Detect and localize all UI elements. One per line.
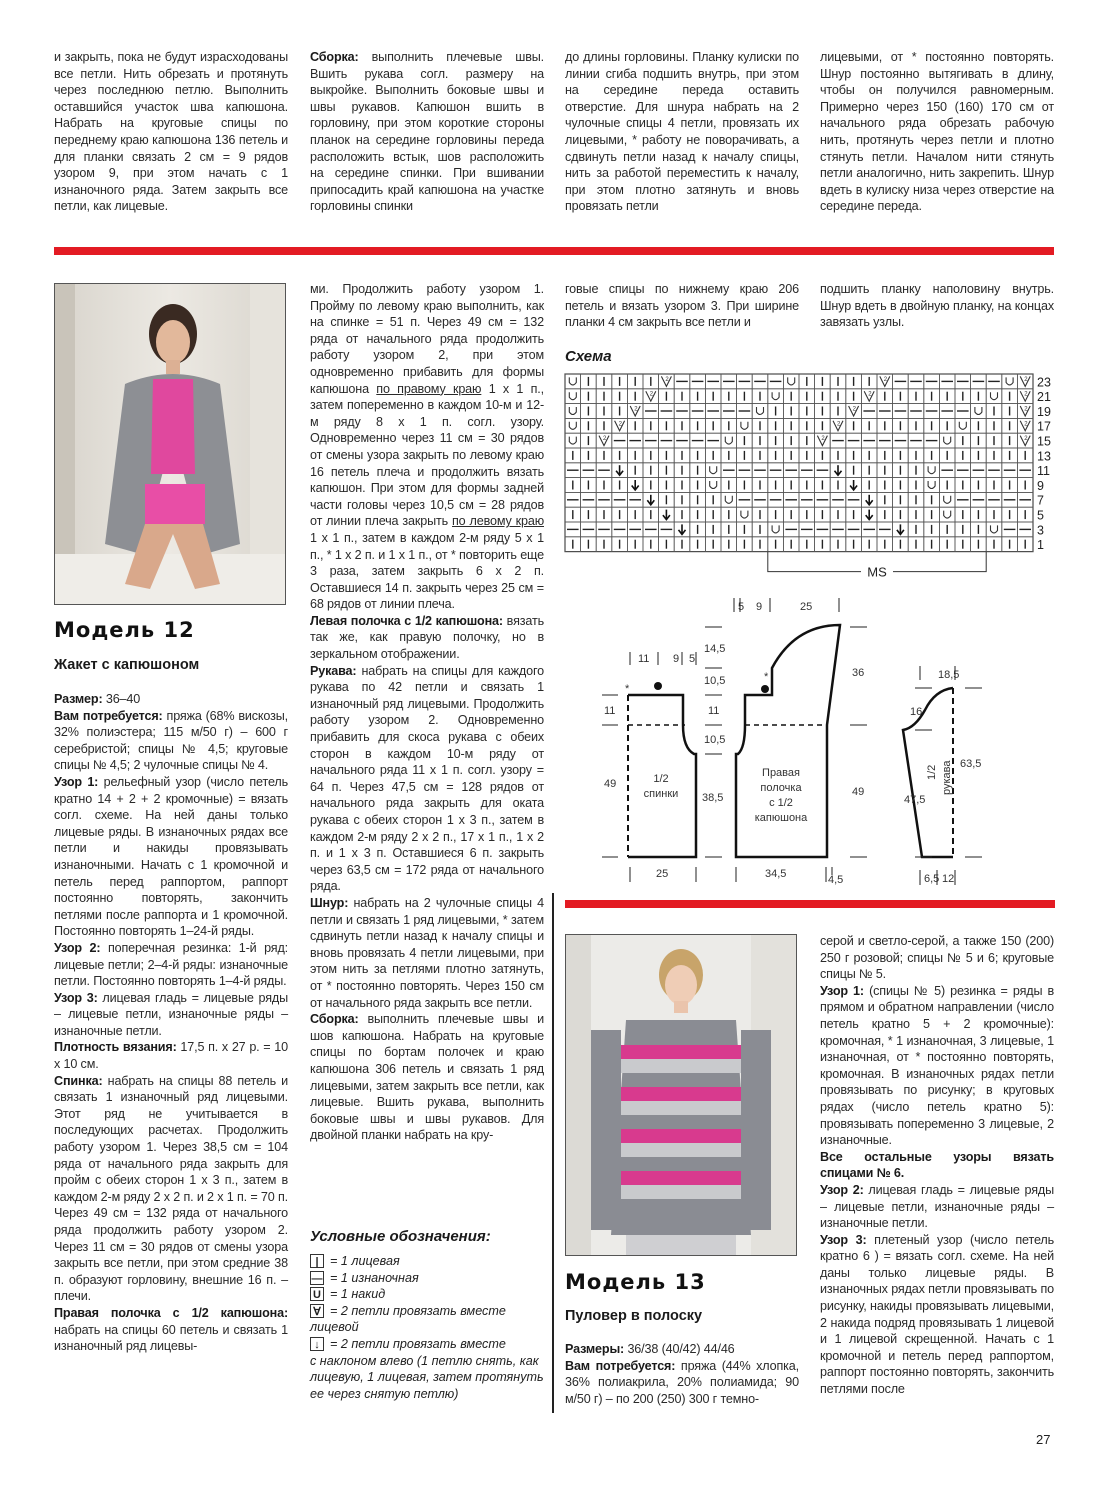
model-13-photo-illustration — [566, 935, 796, 1255]
dim-label: 47,5 — [904, 794, 926, 806]
section-label: Сборка: — [310, 1012, 359, 1027]
legend-text: = 1 изнаночная — [330, 1270, 419, 1285]
paragraph — [310, 49, 544, 215]
model-12-title: Модель 12 — [54, 618, 195, 642]
section-label: Узор 3: — [820, 1232, 867, 1247]
dim-label: 5 — [689, 653, 696, 665]
spec-cord — [310, 895, 544, 1011]
schematic-sleeve — [903, 666, 982, 885]
k2tog-symbol-number: 2 — [852, 406, 856, 413]
chart-title: Схема — [565, 348, 612, 365]
column-rule — [552, 893, 554, 1413]
top-text-col-1 — [54, 49, 288, 215]
top-text-col-4 — [820, 49, 1054, 215]
legend-item-k2tog — [310, 1303, 544, 1320]
back-label: 1/2 спинки — [643, 773, 679, 800]
sleeve-label: рукава — [941, 760, 953, 795]
dim-label: 38,5 — [702, 792, 724, 804]
section-label: Узор 1: — [820, 983, 864, 998]
spec-gauge — [54, 1039, 288, 1072]
dot-mark — [654, 682, 662, 690]
purl-symbol-icon: — — [311, 1272, 323, 1285]
model-13-col-1 — [565, 1341, 799, 1407]
chart-row-label: 17 — [1037, 419, 1051, 434]
dim-label: 4,5 — [828, 874, 844, 886]
section-label: Все остальные узоры вязать спицами № 6. — [820, 1149, 1054, 1181]
asterisk-mark: * — [764, 671, 769, 683]
repeat-label: MS — [867, 564, 887, 580]
chart-row-label: 5 — [1037, 508, 1044, 523]
legend-text: = 2 петли провязать вместе — [330, 1336, 506, 1351]
legend-text-cont: лицевой — [310, 1320, 359, 1335]
k2tog-symbol-number: 2 — [1024, 391, 1028, 398]
chart-row-label: 7 — [1037, 493, 1044, 508]
dim-label: 10,5 — [704, 734, 726, 746]
asterisk-mark: * — [625, 683, 630, 695]
section-label: Шнур: — [310, 895, 349, 910]
k2tog-symbol-number: 2 — [1024, 376, 1028, 383]
chart-row-label: 1 — [1037, 538, 1044, 553]
k2tog-symbol-number: 2 — [603, 436, 607, 443]
spec-pattern-2 — [820, 1182, 1054, 1232]
section-text: пряжа (68% вискозы, 32% полиэстера; 115 м/50 г) – 600 г серебристой; спицы № 4,5; круговые спицы № 4,5; 2 чулочные спицы № 4. — [54, 708, 288, 773]
dim-label: 6,5 — [924, 873, 940, 885]
text-run: 1 х 1 п., затем в каждом 2-м ряду 5 х 1 п., * 1 х 2 п. и 1 х 1 п., от * повторить еще 3 раза, затем закрыть 6 х 2 п. Оставшиеся 14 п. закрыть через 25 см = 68 рядов от линии плеча. — [310, 530, 544, 612]
section-divider-red — [565, 900, 1055, 908]
page-number: 27 — [1036, 1432, 1051, 1447]
chart-row-label: 11 — [1037, 464, 1050, 479]
paragraph — [310, 281, 544, 613]
model-12-col-4 — [820, 281, 1054, 331]
dim-label: 49 — [852, 786, 865, 798]
k2tog-symbol-number: 2 — [837, 421, 841, 428]
top-text-col-3 — [565, 49, 799, 215]
dim-label: 18,5 — [938, 669, 960, 681]
section-label: Плотность вязания: — [54, 1040, 177, 1055]
schematic-diagrams — [590, 590, 1060, 890]
paragraph: и закрыть, пока не будут израсходованы все петли. Нить обрезать и протянуть через последнюю петлю. Выполнить оставшийся участок шва капюшона. Набрать на круговые спицы по переднему краю капюшона 136 петель и для планки связать 2 см = 9 рядов узором 9, при этом начать с 1 изнаночного ряда. Затем закрыть все петли, как лицевые. — [54, 50, 288, 214]
paragraph: подшить планку наполовину внутрь. Шнур вдеть в двойную планку, на концах завязать узлы. — [820, 282, 1054, 330]
section-label: Левая полочка с 1/2 капюшона: — [310, 613, 503, 628]
k2tog-symbol-number: 2 — [1024, 406, 1028, 413]
chart-row-label: 23 — [1037, 375, 1051, 390]
legend-item-ssk — [310, 1336, 544, 1353]
schematic-back — [602, 652, 696, 882]
section-text: пряжа (44% хлопка, 36% полиакрила, 20% полиамида; 90 м/50 г) – по 200 (250) 300 г темно- — [565, 1358, 799, 1406]
dim-label: 25 — [656, 868, 669, 880]
model-12-col-3 — [565, 281, 799, 331]
legend — [310, 1253, 544, 1402]
legend-item-purl — [310, 1270, 544, 1287]
model-12-photo-illustration — [55, 284, 285, 604]
dim-label: 11 — [638, 653, 650, 665]
chart-row-label: 9 — [1037, 478, 1044, 493]
chart-row-label: 15 — [1037, 434, 1051, 449]
k2tog-symbol-number: 2 — [821, 436, 825, 443]
paragraph: до длины горловины. Планку кулиски по линии сгиба подшить внутрь, при этом на середине переда оставить отверстие. Для шнура набрать на 2 чулочные спицы 4 петли, провязать их лицевыми, * работу не поворачивать, а сдвинуть петли назад к началу спицы, нить за работой переместить к началу, при этом плотно затянуть и вновь провязать петли — [565, 50, 799, 214]
spec-left-front — [310, 613, 544, 663]
spec-materials — [565, 1358, 799, 1408]
paragraph — [820, 933, 1054, 983]
text-run: ми. Продолжить работу узором 1. Пройму по левому краю выполнить, как на спинке = 51 п. Через 49 см = 132 ряда от начального ряда продолжить работу узором 2, при этом одновременно прибавить для формы капюшона — [310, 282, 544, 396]
section-label: Узор 2: — [54, 940, 101, 955]
section-label: Сборка: — [310, 50, 359, 64]
model-13-subtitle: Пуловер в полоску — [565, 1308, 703, 1324]
legend-text: = 2 петли провязать вместе — [330, 1303, 506, 1318]
spec-pattern-1 — [820, 983, 1054, 1149]
section-text: 36–40 — [102, 692, 141, 706]
dim-label: 5 — [738, 601, 745, 613]
spec-assembly — [310, 1011, 544, 1144]
ssk-symbol-icon: ↓ — [310, 1337, 324, 1351]
spec-right-front — [54, 1305, 288, 1355]
section-text: набрать на 2 чулочные спицы 4 петли и связать 1 ряд лицевыми, * затем сдвинуть петли назад к началу спицы и вновь провязать 4 петли лицевыми, при этом нить за петлями плотно затянуть, от * постоянно повторять. Через 150 см от начального ряда закрыть все петли. — [310, 895, 544, 1010]
section-text: выполнить плечевые швы. Вшить рукава согл. размеру на выкройке. Выполнить боковые швы и швы рукавов. Капюшон вшить в горловину, при этом короткие стороны планок на середине горловины переда расположить встык, шов расположить на середине спинки. При вшивании припосадить край капюшона на участке горловины спинки — [310, 50, 544, 214]
paragraph: лицевыми, от * постоянно повторять. Шнур постоянно вытягивать в длину, чтобы он получился равномерным. Примерно через 150 (160) 170 см от начального ряда обрезать рабочую нить, протянуть через петли и плотно стянуть петли. Началом нити стянуть петли аналогично, нить закрепить. Шнур вдеть в кулиску низа через отверстие на середине переда. — [820, 50, 1054, 214]
underlined-text: по правому краю — [376, 381, 482, 396]
dim-label: 25 — [800, 601, 813, 613]
dim-label: 9 — [673, 653, 680, 665]
schematic-front — [734, 598, 867, 886]
section-divider-red — [54, 247, 1054, 255]
paragraph: говые спицы по нижнему краю 206 петель и вязать узором 3. При ширине планки 4 см закрыть все петли и — [565, 282, 799, 330]
section-text: набрать на спицы 60 петель и связать 1 изнаночный ряд лицевы- — [54, 1322, 288, 1354]
yarn-over-symbol-icon: U — [310, 1287, 324, 1301]
legend-item-knit — [310, 1253, 544, 1270]
dim-label: 49 — [604, 778, 617, 790]
section-label: Вам потребуется: — [565, 1358, 676, 1373]
section-text: вязать так же, как правую полочку, но в зеркальном отображении. — [310, 613, 544, 662]
dot-mark — [761, 685, 769, 693]
knit-symbol-icon: | — [310, 1254, 324, 1268]
spec-needles-note — [820, 1149, 1054, 1182]
section-label: Узор 3: — [54, 990, 98, 1005]
section-text: выполнить плечевые швы и шов капюшона. Набрать на круговые спицы по бортам полочек и краю капюшона 306 петель и связать 1 ряд лицевыми, затем закрыть все петли, как лицевые. Вшить рукава, выполнить боковые швы и швы рукавов. Для двойной планки набрать на кру- — [310, 1012, 544, 1143]
schematic-mid-dims — [702, 627, 725, 857]
section-text: серой и светло-серой, а также 150 (200) 250 г розовой; спицы № 5 и 6; круговые спицы № 5. — [820, 934, 1054, 982]
section-text: набрать на спицы для каждого рукава по 42 петли и связать 1 изнаночный ряд лицевыми. Продолжить работу узором 2. Одновременно прибавить для скоса рукава с обеих сторон в каждом 10-м ряду от начального ряда 11 х 1 п. согл. узору = 64 п. Через 47,5 см = 128 рядов от начального ряда закрыть для оката рукава с обеих сторон 1 х 3 п., затем в каждом 2-м ряду 2 х 2 п., 17 х 1 п., 1 х 2 п. и 1 х 3 п. Оставшиеся 6 п. закрыть через 63,5 см = 172 ряда от начального ряда. — [310, 663, 544, 894]
underlined-text: по левому краю — [452, 514, 544, 529]
k2tog-symbol-number: 2 — [634, 406, 638, 413]
model-12-col-2 — [310, 281, 544, 1144]
legend-title: Условные обозначения: — [310, 1228, 491, 1245]
section-text: лицевая гладь = лицевые ряды – лицевые петли, изнаночные ряды – изнаночные петли. — [820, 1182, 1054, 1231]
dim-label: 63,5 — [960, 758, 982, 770]
k2tog-symbol-number: 2 — [1024, 436, 1028, 443]
legend-item-yarn-over — [310, 1286, 544, 1303]
section-text: (спицы № 5) резинка = ряды в прямом и обратном направлении (число петель кратно 5 + 2 кромочные): кромочная, * 1 изнаночная, 3 лицевые, 1 изнаночная, от * постоянно повторять, кромочная. В изнаночных рядах петли провязывать по рисунку; в круговых рядах (число петель кратно 5): провязывать попеременно 3 лицевые, 2 изнаночные. — [820, 983, 1055, 1148]
chart-row-label: 3 — [1037, 523, 1044, 538]
section-text: лицевая гладь = лицевые ряды – лицевые петли, изнаночные ряды – изнаночные петли. — [54, 990, 288, 1038]
top-text-col-2 — [310, 49, 544, 215]
dim-label: 16 — [910, 706, 923, 718]
chart-row-label: 21 — [1037, 390, 1051, 405]
k2tog-symbol-number: 2 — [868, 391, 872, 398]
spec-materials — [54, 708, 288, 774]
section-text: 36/38 (40/42) 44/46 — [624, 1342, 735, 1356]
section-label: Узор 1: — [54, 774, 99, 789]
chart-row-label: 13 — [1037, 449, 1051, 464]
knitting-chart — [560, 370, 1060, 590]
section-text: рельефный узор (число петель кратно 14 + 2 + 2 кромочные) = вязать согл. схеме. На ней даны только лицевые ряды. В изнаночных рядах все петли и накиды провязывать изнаночными. Начать с 1 кромочной и петель перед раппортом, раппорт постоянно повторять, закончить петлями после раппорта и 1 кромочной. Постоянно повторять 1–24-й ряды. — [54, 774, 288, 939]
k2tog-symbol-number: 2 — [1024, 421, 1028, 428]
section-label: Вам потребуется: — [54, 708, 163, 723]
dim-label: 9 — [756, 601, 763, 613]
model-13-title: Модель 13 — [565, 1270, 706, 1294]
spec-sizes — [565, 1341, 799, 1358]
dim-label: 11 — [708, 705, 720, 717]
legend-text: = 1 накид — [330, 1287, 386, 1302]
dim-label: 12 — [942, 873, 955, 885]
legend-text: = 1 лицевая — [330, 1254, 400, 1268]
section-label: Размер: — [54, 692, 103, 706]
section-label: Рукава: — [310, 663, 357, 678]
section-text: 17,5 п. х 27 р. = 10 х 10 см. — [54, 1040, 288, 1072]
section-label: Спинка: — [54, 1073, 103, 1088]
dim-label: 34,5 — [765, 868, 787, 880]
spec-pattern-2 — [54, 940, 288, 990]
section-text: плетеный узор (число петель кратно 6 ) = вязать согл. схеме. На ней даны только лицевые ряды. В изнаночных рядах петли провязывать по рисунку, накиды провязывать лицевыми, 2 накида подряд провязывать 1 лицевой и 1 лицевой скрещенной. Начать с 1 кромочной и петель перед раппортом, раппорт постоянно повторять, закончить петлями после — [820, 1232, 1054, 1397]
sleeve-label: 1/2 — [926, 764, 938, 780]
spec-pattern-3 — [820, 1232, 1054, 1398]
model-12-photo — [54, 283, 286, 605]
spec-back — [54, 1073, 288, 1305]
k2tog-symbol-number: 2 — [665, 376, 669, 383]
k2tog-symbol-number: 2 — [649, 391, 654, 398]
section-text: набрать на спицы 88 петель и связать 1 изнаночный ряд лицевыми. Этот ряд не учитывается в последующих расчетах. Продолжить работу узором 1. Через 38,5 см = 104 ряда от начального ряда закрыть для пройм с обеих сторон 1 х 3 п., затем в каждом 2-м ряду 2 х 2 п. и 2 х 1 п. = 70 п. Через 49 см = 132 ряда от начального ряда продолжить работу узором 2. Через 11 см = 30 рядов от смены узора закрыть все петли, при этом средние 38 п. образуют горловину, внешние 16 п. – плечи. — [54, 1073, 288, 1304]
section-label: Правая полочка с 1/2 капюшона: — [54, 1305, 288, 1320]
model-12-col-1 — [54, 691, 288, 1355]
spec-size — [54, 691, 288, 708]
k2tog-symbol-number: 2 — [618, 421, 622, 428]
dim-label: 10,5 — [704, 675, 726, 687]
k2tog-symbol-icon: ∀ — [310, 1304, 324, 1318]
model-13-photo — [565, 934, 797, 1256]
dim-label: 36 — [852, 667, 865, 679]
model-12-subtitle: Жакет с капюшоном — [54, 657, 200, 673]
k2tog-symbol-number: 2 — [883, 376, 888, 383]
striped-sweater — [591, 1020, 771, 1235]
section-label: Размеры: — [565, 1342, 625, 1356]
spec-sleeves — [310, 663, 544, 895]
chart-row-label: 19 — [1037, 404, 1051, 419]
front-label: Правая полочка с 1/2 капюшона — [754, 767, 808, 824]
dim-label: 11 — [604, 705, 616, 717]
section-text: поперечная резинка: 1-й ряд: лицевые петли; 2–4-й ряды: изнаночные петли. Постоянно повторять 1–4-й ряды. — [54, 940, 289, 989]
legend-text-cont: с наклоном влево (1 петлю снять, как лицевую, 1 лицевая, затем протянуть ее через снятую петлю) — [310, 1353, 544, 1401]
dim-label: 14,5 — [704, 643, 726, 655]
spec-pattern-3 — [54, 990, 288, 1040]
spec-pattern-1 — [54, 774, 288, 940]
text-run: 1 х 1 п., затем попеременно в каждом 10-м и 12-м ряду 8 х 1 п. согл. узору. Одновременно через 11 см = 30 рядов от смены узора закрыть по левому краю 16 петель плеча и продолжить вязать капюшон. При этом для формы задней части головы через 10,5 см = 28 рядов от линии плеча закрыть — [310, 381, 545, 529]
section-label: Узор 2: — [820, 1182, 864, 1197]
model-13-col-2 — [820, 933, 1054, 1398]
